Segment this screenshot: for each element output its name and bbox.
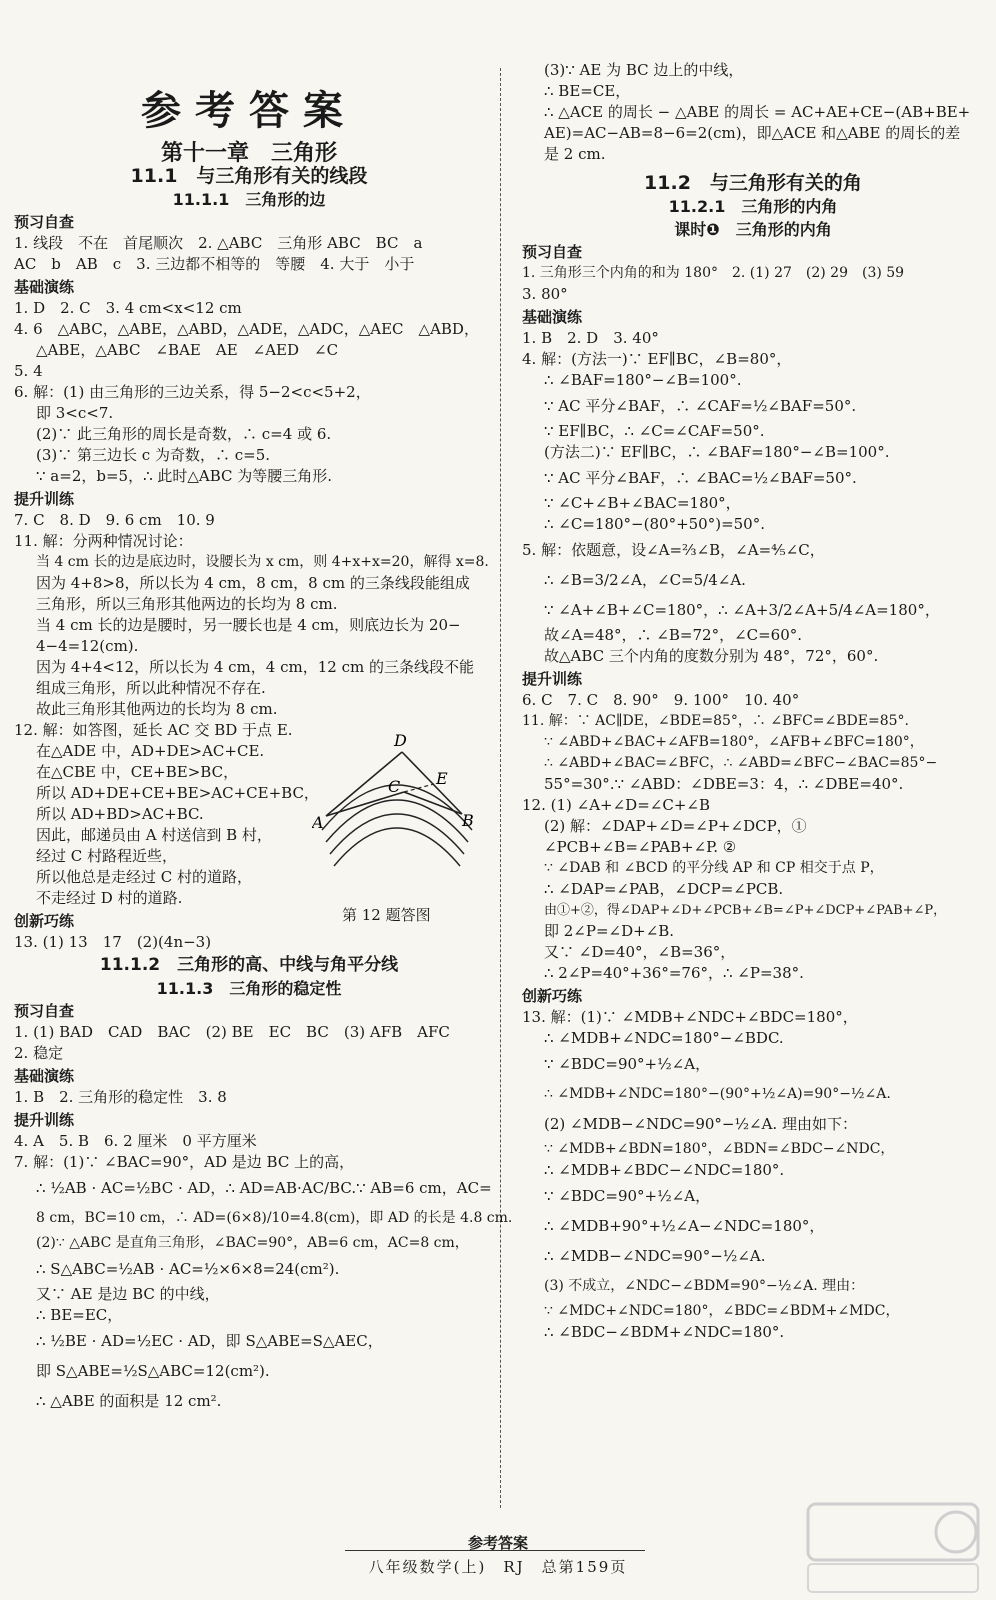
chapter-heading: 第十一章 三角形 [160, 141, 337, 166]
segment-ce [404, 784, 434, 792]
answer-line: ∴ ∠MDB+∠BDC−∠NDC=180°. [544, 1161, 785, 1179]
answer-line: ∴ ∠C=180°−(80°+50°)=50°. [544, 515, 765, 533]
answer-line: 4. 解：(方法一)∵ EF∥BC，∠B=80°， [522, 350, 792, 368]
point-label-a: A [312, 813, 324, 832]
footer-page-info: 八年级数学(上) RJ 总第159页 [368, 1558, 628, 1576]
answer-line: 5. 4 [14, 362, 43, 380]
footer-title: 参考答案 [467, 1534, 528, 1552]
answer-line: ∴ ∠ABD+∠BAC=∠BFC，∴ ∠ABD=∠BFC−∠BAC=85°− [544, 755, 938, 771]
answer-line: (2) 解：∠DAP+∠D=∠P+∠DCP，① [544, 817, 807, 835]
block-label: 创新巧练 [14, 912, 75, 930]
answer-line: 6. 解：(1) 由三角形的三边关系，得 5−2<c<5+2， [14, 383, 371, 401]
answer-line: ∴ ∠MDB+∠NDC=180°−(90°+½∠A)=90°−½∠A. [544, 1086, 891, 1102]
answer-line: (2) ∠MDB−∠NDC=90°−½∠A. 理由如下： [544, 1115, 857, 1133]
answer-line: 当 4 cm 长的边是底边时，设腰长为 x cm，则 4+x+x=20，解得 x=8. [36, 554, 489, 570]
answer-line: ∴ ∠MDB+90°+½∠A−∠NDC=180°， [544, 1217, 825, 1235]
answer-line: 12. (1) ∠A+∠D=∠C+∠B [522, 796, 710, 814]
answer-line: ∴ ∠BAF=180°−∠B=100°. [544, 371, 742, 389]
corner-logo-graphic [806, 1500, 986, 1595]
answer-line: ∠PCB+∠B=∠PAB+∠P. ② [544, 838, 737, 856]
section-heading: 11.1 与三角形有关的线段 [130, 165, 368, 187]
page-title: 参考答案 [141, 87, 357, 134]
answer-line: ∵ ∠BDC=90°+½∠A， [544, 1187, 711, 1205]
answer-line: ∴ △ABE 的面积是 12 cm². [36, 1392, 222, 1410]
answer-line: 故△ABC 三个内角的度数分别为 48°，72°，60°. [544, 647, 879, 665]
answer-line: 故∠A=48°，∴ ∠B=72°，∠C=60°. [544, 626, 803, 644]
answer-line: 即 S△ABE=½S△ABC=12(cm²). [36, 1362, 270, 1380]
answer-line: ∴ ∠B=3/2∠A，∠C=5/4∠A. [544, 571, 746, 589]
answer-line: ∴ ∠MDB−∠NDC=90°−½∠A. [544, 1247, 766, 1265]
answer-line: 3. 80° [522, 285, 568, 303]
answer-line: ∴ △ACE 的周长 − △ABE 的周长 = AC+AE+CE−(AB+BE+ [544, 103, 971, 121]
answer-line: AE)=AC−AB=8−6=2(cm)，即△ACE 和△ABE 的周长的差 [544, 124, 961, 142]
answer-line: ∴ ½BE · AD=½EC · AD，即 S△ABE=S△AEC， [36, 1332, 383, 1350]
answer-line: ∵ a=2，b=5，∴ 此时△ABC 为等腰三角形. [36, 467, 333, 485]
answer-line: ∵ EF∥BC，∴ ∠C=∠CAF=50°. [544, 422, 765, 440]
arc-curve [330, 814, 464, 854]
section-heading: 11.2 与三角形有关的角 [644, 172, 862, 194]
answer-line: 1. B 2. D 3. 40° [522, 329, 659, 347]
answer-line: ∵ ∠BDC=90°+½∠A， [544, 1055, 711, 1073]
answer-line: 4. A 5. B 6. 2 厘米 0 平方厘米 [14, 1132, 257, 1150]
block-label: 提升训练 [14, 1111, 75, 1129]
answer-line: (2)∵ 此三角形的周长是奇数，∴ c=4 或 6. [36, 425, 332, 443]
answer-line: 11. 解：∵ AC∥DE，∠BDE=85°，∴ ∠BFC=∠BDE=85°. [522, 713, 909, 729]
answer-line: ∵ AC 平分∠BAF，∴ ∠BAC=½∠BAF=50°. [544, 469, 857, 487]
answer-line: ∵ ∠DAB 和 ∠BCD 的平分线 AP 和 CP 相交于点 P， [544, 860, 884, 876]
point-label-b: B [462, 811, 474, 830]
answer-line: 1. (1) BAD CAD BAC (2) BE EC BC (3) AFB AFC [14, 1023, 450, 1041]
block-label: 提升训练 [522, 670, 583, 688]
block-label: 预习自查 [14, 213, 75, 231]
answer-line: 13. 解：(1)∵ ∠MDB+∠NDC+∠BDC=180°， [522, 1008, 858, 1026]
right-column [522, 60, 984, 1343]
point-label-c: C [388, 777, 401, 796]
answer-line: (3) 不成立，∠NDC−∠BDM=90°−½∠A. 理由： [544, 1278, 865, 1294]
answer-line: 8 cm，BC=10 cm，∴ AD=(6×8)/10=4.8(cm)，即 AD 的长是 4.8 cm. [36, 1210, 513, 1226]
answer-line: 5. 解：依题意，设∠A=⅔∠B，∠A=⅘∠C， [522, 541, 825, 559]
arc-curve [334, 828, 460, 866]
answer-line: 4. 6 △ABC，△ABE，△ABD，△ADE，△ADC，△AEC △ABD， [14, 320, 479, 338]
answer-line: ∴ ∠DAP=∠PAB，∠DCP=∠PCB. [544, 880, 784, 898]
logo-circle-icon [936, 1512, 976, 1552]
answer-line: 因为 4+4<12，所以长为 4 cm，4 cm，12 cm 的三条线段不能 [36, 658, 474, 676]
answer-line: ∴ 2∠P=40°+36°=76°，∴ ∠P=38°. [544, 964, 804, 982]
answer-line: 所以 AD+DE+CE+BE>AC+CE+BC， [36, 784, 319, 802]
answer-line: 55°=30°.∵ ∠ABD：∠DBE=3：4，∴ ∠DBE=40°. [544, 775, 904, 793]
answer-line: 即 2∠P=∠D+∠B. [544, 922, 675, 940]
answer-line: ∵ AC 平分∠BAF，∴ ∠CAF=½∠BAF=50°. [544, 397, 857, 415]
answer-line: 又∵ AE 是边 BC 的中线， [36, 1285, 220, 1303]
point-label-e: E [436, 769, 448, 788]
footer-rule [345, 1550, 645, 1551]
section-heading: 11.1.2 三角形的高、中线与角平分线 [99, 955, 399, 975]
answer-line: 13. (1) 13 17 (2)(4n−3) [14, 933, 212, 951]
block-label: 基础演练 [522, 308, 583, 326]
subsection-heading: 11.1.3 三角形的稳定性 [156, 979, 342, 998]
answer-line: △ABE，△ABC ∠BAE AE ∠AED ∠C [36, 341, 339, 359]
answer-line: 因为 4+8>8，所以长为 4 cm，8 cm，8 cm 的三条线段能组成 [36, 574, 470, 592]
segment-db [402, 752, 462, 814]
answer-line: AC b AB c 3. 三边都不相等的 等腰 4. 大于 小于 [14, 255, 415, 273]
answer-line: ∵ ∠A+∠B+∠C=180°，∴ ∠A+3/2∠A+5/4∠A=180°， [544, 601, 940, 619]
answer-line: 是 2 cm. [544, 145, 606, 163]
answer-line: ∴ S△ABC=½AB · AC=½×6×8=24(cm²). [36, 1260, 340, 1278]
answer-line: 2. 稳定 [14, 1044, 64, 1062]
answer-line: 不走经过 D 村的道路. [36, 889, 183, 907]
point-label-d: D [394, 731, 407, 750]
answer-line: (3)∵ 第三边长 c 为奇数，∴ c=5. [36, 446, 271, 464]
answer-line: 1. 线段 不在 首尾顺次 2. △ABC 三角形 ABC BC a [14, 234, 423, 252]
block-label: 创新巧练 [522, 987, 583, 1005]
answer-line: 即 3<c<7. [36, 404, 114, 422]
column-divider [500, 68, 501, 1508]
answer-line: 7. 解：(1)∵ ∠BAC=90°，AD 是边 BC 上的高， [14, 1153, 355, 1171]
answer-line: ∴ ∠BDC−∠BDM+∠NDC=180°. [544, 1323, 785, 1341]
answer-line: ∵ ∠MDC+∠NDC=180°，∠BDC=∠BDM+∠MDC， [544, 1303, 900, 1319]
answer-line: 1. B 2. 三角形的稳定性 3. 8 [14, 1088, 227, 1106]
answer-line: 三角形，所以三角形其他两边的长均为 8 cm. [36, 595, 338, 613]
answer-line: ∴ BE=CE， [544, 82, 631, 100]
block-label: 基础演练 [14, 278, 75, 296]
answer-line: ∴ ½AB · AC=½BC · AD，∴ AD=AB·AC/BC.∵ AB=6 cm，AC= [36, 1179, 492, 1197]
answer-line: (3)∵ AE 为 BC 边上的中线， [544, 61, 744, 79]
answer-line: 所以 AD+BD>AC+BC. [36, 805, 204, 823]
answer-line: 1. 三角形三个内角的和为 180° 2. (1) 27 (2) 29 (3) 59 [522, 265, 905, 281]
answer-line: ∵ ∠MDB+∠BDN=180°，∠BDN=∠BDC−∠NDC， [544, 1141, 895, 1157]
answer-line: 1. D 2. C 3. 4 cm<x<12 cm [14, 299, 242, 317]
answer-line: ∴ BE=EC， [36, 1306, 123, 1324]
subsection-heading: 11.2.1 三角形的内角 [668, 197, 838, 216]
answer-line: 所以他总是走经过 C 村的道路， [36, 868, 253, 886]
answer-line: 经过 C 村路程近些， [36, 847, 178, 865]
answer-line: 故此三角形其他两边的长均为 8 cm. [36, 700, 278, 718]
answer-line: 11. 解：分两种情况讨论： [14, 532, 193, 550]
subsection-heading: 11.1.1 三角形的边 [172, 190, 326, 209]
answer-line: 又∵ ∠D=40°，∠B=36°， [544, 943, 736, 961]
answer-line: 6. C 7. C 8. 90° 9. 100° 10. 40° [522, 691, 800, 709]
answer-line: 由①+②，得∠DAP+∠D+∠PCB+∠B=∠P+∠DCP+∠PAB+∠P， [544, 903, 947, 918]
block-label: 提升训练 [14, 490, 75, 508]
answer-line: ∵ ∠ABD+∠BAC+∠AFB=180°，∠AFB+∠BFC=180°， [544, 734, 924, 750]
answer-line: ∴ ∠MDB+∠NDC=180°−∠BDC. [544, 1029, 784, 1047]
block-label: 预习自查 [522, 243, 583, 261]
answer-line: 因此，邮递员由 A 村送信到 B 村， [36, 826, 272, 844]
block-label: 基础演练 [14, 1067, 75, 1085]
block-label: 预习自查 [14, 1002, 75, 1020]
answer-line: ∵ ∠C+∠B+∠BAC=180°， [544, 494, 741, 512]
answer-line: 4−4=12(cm). [36, 637, 139, 655]
answer-line: 在△CBE 中，CE+BE>BC， [36, 763, 239, 781]
answer-line: 7. C 8. D 9. 6 cm 10. 9 [14, 511, 215, 529]
answer-line: 组成三角形，所以此种情况不存在. [36, 679, 266, 697]
figure-caption: 第 12 题答图 [342, 906, 431, 924]
answer-line: 当 4 cm 长的边是腰时，另一腰长也是 4 cm，则底边长为 20− [36, 616, 461, 634]
lesson-heading: 课时❶ 三角形的内角 [674, 220, 832, 239]
answer-line: 在△ADE 中，AD+DE>AC+CE. [36, 742, 265, 760]
problem-12-figure [312, 680, 482, 880]
answer-line: (2)∵ △ABC 是直角三角形，∠BAC=90°，AB=6 cm，AC=8 cm， [36, 1235, 469, 1251]
answer-line: 12. 解：如答图，延长 AC 交 BD 于点 E. [14, 721, 293, 739]
answer-line: (方法二)∵ EF∥BC，∴ ∠BAF=180°−∠B=100°. [544, 443, 890, 461]
